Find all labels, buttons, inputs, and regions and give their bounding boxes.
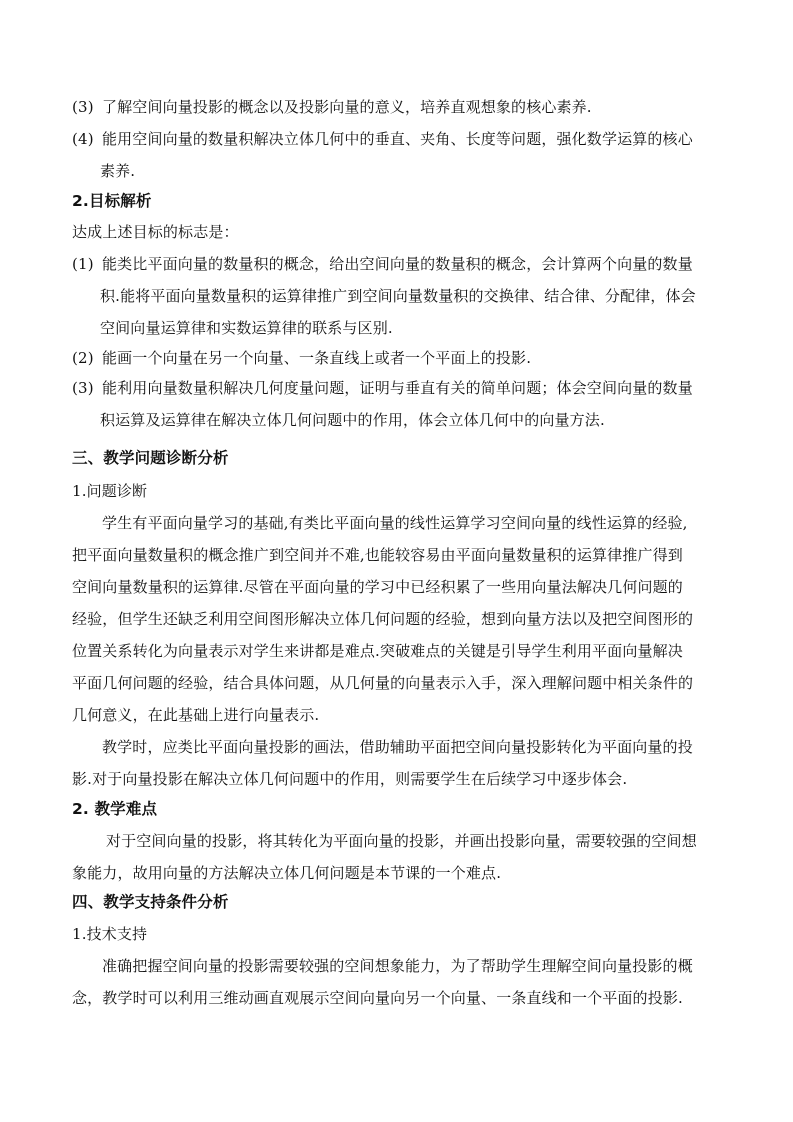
item-number: (2) — [72, 349, 94, 367]
teaching-para-line: 影.对于向量投影在解决立体几何问题中的作用，则需要学生在后续学习中逐步体会. — [72, 770, 628, 788]
diagnosis-para-line: 把平面向量数量积的概念推广到空间并不难,也能较容易由平面向量数量积的运算律推广得到 — [72, 546, 683, 564]
section-4-sub-1: 1.技术支持 — [72, 925, 148, 943]
section-3-sub-2: 2. 教学难点 — [72, 800, 158, 818]
objective-item-4 — [72, 129, 732, 149]
section-4-heading: 四、教学支持条件分析 — [72, 893, 229, 911]
goal-item-3 — [72, 378, 732, 398]
item-text: 能用空间向量的数量积解决立体几何中的垂直、夹角、长度等问题，强化数学运算的核心 — [102, 130, 693, 148]
goal-analysis-heading: 2.目标解析 — [72, 192, 152, 210]
objective-item-4-continuation: 素养. — [100, 162, 136, 180]
diagnosis-para-line: 学生有平面向量学习的基础,有类比平面向量的线性运算学习空间向量的线性运算的经验, — [102, 514, 688, 532]
goal-item-2 — [72, 348, 732, 368]
section-3-heading: 三、教学问题诊断分析 — [72, 449, 229, 467]
goal-item-3-line-2: 积运算及运算律在解决立体几何问题中的作用，体会立体几何中的向量方法. — [100, 411, 605, 429]
goal-item-1-line-2: 积.能将平面向量数量积的运算律推广到空间向量数量积的交换律、结合律、分配律，体会 — [100, 287, 696, 305]
goal-item-1 — [72, 254, 732, 274]
item-text: 能利用向量数量积解决几何度量问题，证明与垂直有关的简单问题；体会空间向量的数量 — [102, 379, 693, 397]
item-number: (3) — [72, 379, 94, 397]
item-text: 能类比平面向量的数量积的概念，给出空间向量的数量积的概念，会计算两个向量的数量 — [102, 255, 693, 273]
item-text: 能画一个向量在另一个向量、一条直线上或者一个平面上的投影. — [102, 349, 532, 367]
item-number: (3) — [72, 98, 94, 116]
difficulty-para-line: 象能力，故用向量的方法解决立体几何问题是本节课的一个难点. — [72, 864, 502, 882]
diagnosis-para-line: 位置关系转化为向量表示对学生来讲都是难点.突破难点的关键是引导学生利用平面向量解决 — [72, 642, 683, 660]
tech-support-para-line: 念，教学时可以利用三维动画直观展示空间向量向另一个向量、一条直线和一个平面的投影. — [72, 989, 683, 1007]
goal-item-1-line-3: 空间向量运算律和实数运算律的联系与区别. — [100, 319, 393, 337]
item-number: (1) — [72, 255, 94, 273]
diagnosis-para-line: 平面几何问题的经验，结合具体问题，从几何量的向量表示入手，深入理解问题中相关条件的 — [72, 674, 694, 692]
diagnosis-para-line: 空间向量数量积的运算律.尽管在平面向量的学习中已经积累了一些用向量法解决几何问题的 — [72, 578, 683, 596]
tech-support-para-line: 准确把握空间向量的投影需要较强的空间想象能力，为了帮助学生理解空间向量投影的概 — [102, 957, 693, 975]
diagnosis-para-line: 几何意义，在此基础上进行向量表示. — [72, 706, 320, 724]
objective-item-3 — [72, 97, 732, 117]
section-3-sub-1: 1.问题诊断 — [72, 482, 148, 500]
diagnosis-para-line: 经验，但学生还缺乏利用空间图形解决立体几何问题的经验，想到向量方法以及把空间图形的 — [72, 610, 694, 628]
goal-analysis-intro: 达成上述目标的标志是： — [72, 223, 239, 241]
teaching-para-line: 教学时，应类比平面向量投影的画法，借助辅助平面把空间向量投影转化为平面向量的投 — [102, 738, 693, 756]
item-text: 了解空间向量投影的概念以及投影向量的意义，培养直观想象的核心素养. — [102, 98, 592, 116]
difficulty-para-line: 对于空间向量的投影，将其转化为平面向量的投影，并画出投影向量，需要较强的空间想 — [106, 832, 697, 850]
item-number: (4) — [72, 130, 94, 148]
